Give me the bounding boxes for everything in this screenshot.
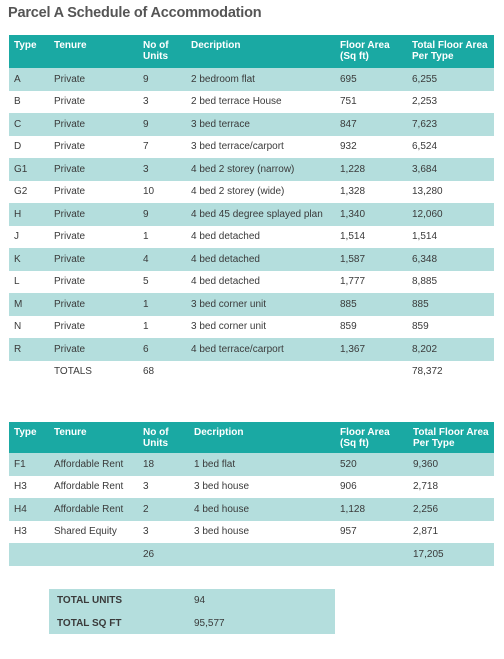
cell-type: M — [9, 293, 49, 316]
cell-tenure: Private — [54, 276, 86, 288]
cell-floor-area: 957 — [340, 526, 357, 538]
cell-total-area: 6,255 — [407, 68, 494, 91]
cell-floor-area: 859 — [340, 321, 357, 333]
cell-tenure: Private — [54, 141, 86, 153]
col-header-description: Decription — [189, 422, 335, 453]
totals-units: 68 — [143, 366, 155, 378]
cell-floor-area: 1,328 — [340, 186, 366, 198]
cell-floor-area: 906 — [340, 481, 357, 493]
col-header-units: No of Units — [138, 35, 186, 68]
cell-description: 4 bed detached — [186, 248, 335, 271]
cell-floor-area: 1,340 — [335, 203, 407, 226]
cell-tenure: Private — [49, 293, 138, 316]
table-row — [9, 203, 494, 226]
totals-row — [9, 361, 494, 384]
cell-type: D — [14, 141, 22, 153]
cell-units: 9 — [138, 203, 186, 226]
total-units-value: 94 — [194, 595, 206, 606]
cell-description: 4 bed detached — [191, 231, 260, 243]
cell-floor-area: 695 — [335, 68, 407, 91]
table-header-row — [9, 422, 494, 453]
cell-total-area: 2,871 — [413, 526, 439, 538]
cell-floor-area: 520 — [335, 453, 408, 476]
cell-total-area: 6,524 — [412, 141, 438, 153]
cell-units: 3 — [143, 96, 149, 108]
total-units-label: TOTAL UNITS — [57, 595, 122, 606]
cell-tenure: Private — [49, 113, 138, 136]
cell-tenure: Private — [49, 158, 138, 181]
affordable-accommodation-table — [9, 422, 494, 566]
col-header-description: Decription — [186, 35, 335, 68]
summary-box — [49, 589, 335, 634]
cell-tenure: Affordable Rent — [49, 453, 138, 476]
cell-description: 4 bed detached — [191, 276, 260, 288]
cell-total-area: 8,885 — [412, 276, 438, 288]
table-row — [9, 113, 494, 136]
cell-description: 4 bed terrace/carport — [186, 338, 335, 361]
cell-units: 9 — [138, 113, 186, 136]
cell-total-area: 2,256 — [408, 498, 494, 521]
cell-type: H — [9, 203, 49, 226]
cell-total-area: 2,253 — [412, 96, 438, 108]
col-header-units: No of Units — [138, 422, 189, 453]
table-row — [9, 476, 494, 499]
table-header-row — [9, 35, 494, 68]
cell-total-area: 885 — [407, 293, 494, 316]
cell-tenure: Affordable Rent — [54, 481, 124, 493]
cell-floor-area: 847 — [335, 113, 407, 136]
cell-description — [189, 543, 335, 566]
cell-description: 2 bed terrace House — [191, 96, 282, 108]
cell-type — [9, 543, 49, 566]
cell-type: K — [9, 248, 49, 271]
cell-units: 1 — [143, 231, 149, 243]
total-sqft-value: 95,577 — [194, 618, 225, 629]
table-row — [9, 293, 494, 316]
table-row — [9, 91, 494, 114]
cell-type: B — [14, 96, 21, 108]
cell-floor-area: 1,777 — [340, 276, 366, 288]
totals-label — [49, 543, 138, 566]
cell-units: 3 — [143, 481, 149, 493]
table-row — [9, 316, 494, 339]
cell-floor-area: 1,367 — [335, 338, 407, 361]
table-row — [9, 226, 494, 249]
cell-units: 10 — [143, 186, 155, 198]
private-accommodation-table — [9, 35, 494, 383]
cell-description: 1 bed flat — [189, 453, 335, 476]
cell-total-area: 12,060 — [407, 203, 494, 226]
cell-units: 3 — [143, 526, 149, 538]
cell-description: 3 bed corner unit — [191, 321, 267, 333]
totals-area: 78,372 — [412, 366, 443, 378]
col-header-total-floor-area: Total Floor Area Per Type — [407, 35, 494, 68]
cell-floor-area: 1,587 — [335, 248, 407, 271]
cell-units: 6 — [138, 338, 186, 361]
col-header-tenure: Tenure — [49, 35, 138, 68]
cell-floor-area: 1,128 — [335, 498, 408, 521]
table-row — [9, 248, 494, 271]
cell-tenure: Private — [54, 321, 86, 333]
cell-units: 18 — [138, 453, 189, 476]
cell-units: 1 — [143, 321, 149, 333]
cell-type: H3 — [14, 526, 27, 538]
cell-description: 3 bed terrace — [186, 113, 335, 136]
cell-total-area: 9,360 — [408, 453, 494, 476]
cell-floor-area: 1,228 — [335, 158, 407, 181]
cell-units: 7 — [143, 141, 149, 153]
cell-total-area: 2,718 — [413, 481, 439, 493]
cell-type: R — [9, 338, 49, 361]
cell-description: 4 bed 2 storey (narrow) — [186, 158, 335, 181]
cell-total-area: 6,348 — [407, 248, 494, 271]
totals-label: TOTALS — [54, 366, 92, 378]
cell-total-area: 3,684 — [407, 158, 494, 181]
cell-floor-area: 932 — [340, 141, 357, 153]
cell-description — [186, 361, 335, 384]
cell-type: H4 — [9, 498, 49, 521]
total-sqft-label: TOTAL SQ FT — [57, 618, 122, 629]
cell-description: 3 bed corner unit — [186, 293, 335, 316]
cell-tenure: Private — [49, 248, 138, 271]
cell-type: N — [14, 321, 22, 333]
cell-tenure: Private — [49, 338, 138, 361]
cell-description: 3 bed house — [194, 526, 250, 538]
cell-units: 4 — [138, 248, 186, 271]
cell-total-area: 13,280 — [412, 186, 443, 198]
table-row — [9, 338, 494, 361]
table-row — [9, 453, 494, 476]
col-header-floor-area: Floor Area (Sq ft) — [335, 35, 407, 68]
cell-units: 5 — [143, 276, 149, 288]
cell-floor-area: 885 — [335, 293, 407, 316]
cell-units: 9 — [138, 68, 186, 91]
cell-tenure: Private — [54, 96, 86, 108]
cell-description: 2 bedroom flat — [186, 68, 335, 91]
col-header-type: Type — [9, 35, 49, 68]
cell-floor-area: 1,514 — [340, 231, 366, 243]
cell-type: G1 — [9, 158, 49, 181]
cell-tenure: Affordable Rent — [49, 498, 138, 521]
cell-type — [9, 361, 49, 384]
cell-description: 3 bed house — [194, 481, 250, 493]
table-row — [9, 158, 494, 181]
table-row — [9, 136, 494, 159]
table-row — [9, 521, 494, 544]
cell-type: F1 — [9, 453, 49, 476]
cell-units: 1 — [138, 293, 186, 316]
page-title: Parcel A Schedule of Accommodation — [8, 5, 262, 21]
totals-units: 26 — [138, 543, 189, 566]
table-row — [9, 271, 494, 294]
cell-type: J — [14, 231, 19, 243]
totals-area: 17,205 — [408, 543, 494, 566]
cell-tenure: Private — [54, 186, 86, 198]
table-row — [9, 181, 494, 204]
col-header-type: Type — [9, 422, 49, 453]
cell-tenure: Private — [49, 68, 138, 91]
cell-units: 2 — [138, 498, 189, 521]
col-header-total-floor-area: Total Floor Area Per Type — [408, 422, 494, 453]
cell-type: C — [9, 113, 49, 136]
cell-description: 4 bed 2 storey (wide) — [191, 186, 285, 198]
cell-type: L — [14, 276, 20, 288]
totals-row — [9, 543, 494, 566]
cell-floor-area — [335, 361, 407, 384]
cell-type: A — [9, 68, 49, 91]
cell-tenure: Private — [54, 231, 86, 243]
table-row — [9, 498, 494, 521]
table-row — [9, 68, 494, 91]
col-header-floor-area: Floor Area (Sq ft) — [335, 422, 408, 453]
cell-total-area: 859 — [412, 321, 429, 333]
cell-floor-area: 751 — [340, 96, 357, 108]
cell-type: G2 — [14, 186, 28, 198]
col-header-tenure: Tenure — [49, 422, 138, 453]
cell-description: 4 bed 45 degree splayed plan — [186, 203, 335, 226]
cell-floor-area — [335, 543, 408, 566]
cell-description: 4 bed house — [189, 498, 335, 521]
cell-description: 3 bed terrace/carport — [191, 141, 284, 153]
cell-total-area: 1,514 — [412, 231, 438, 243]
cell-type: H3 — [14, 481, 27, 493]
cell-total-area: 7,623 — [407, 113, 494, 136]
cell-tenure: Private — [49, 203, 138, 226]
cell-total-area: 8,202 — [407, 338, 494, 361]
cell-tenure: Shared Equity — [54, 526, 117, 538]
cell-units: 3 — [138, 158, 186, 181]
